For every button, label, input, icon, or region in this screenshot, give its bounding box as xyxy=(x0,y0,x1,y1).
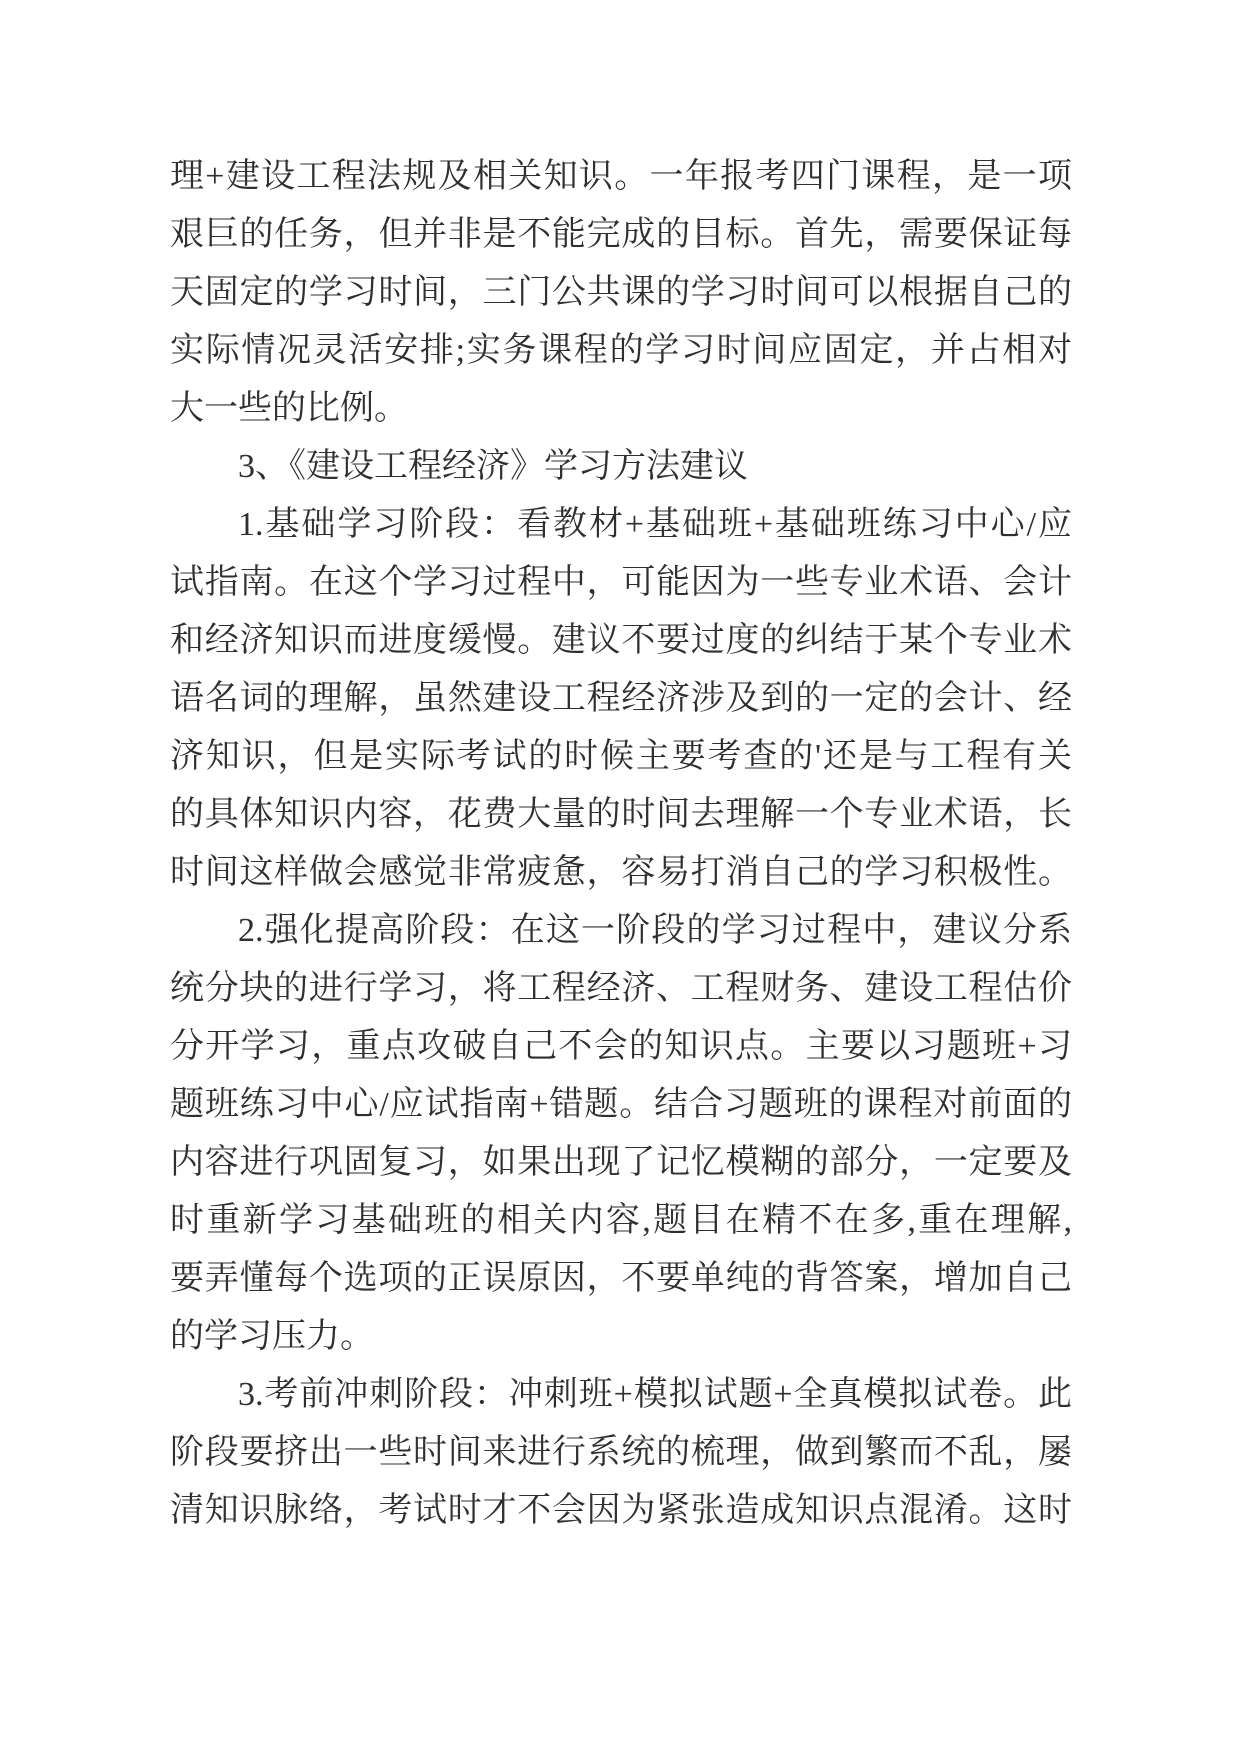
text-line: 语名词的理解，虽然建设工程经济涉及到的一定的会计、经 xyxy=(170,680,1072,717)
text-line: 3、《建设工程经济》学习方法建议 xyxy=(238,448,748,485)
text-line: 大一些的比例。 xyxy=(170,390,408,427)
text-line: 题班练习中心/应试指南+错题。结合习题班的课程对前面的 xyxy=(170,1086,1072,1123)
text-line: 阶段要挤出一些时间来进行系统的梳理，做到繁而不乱，屡 xyxy=(170,1434,1072,1471)
text-line: 济知识，但是实际考试的时候主要考查的'还是与工程有关 xyxy=(170,738,1072,775)
text-line: 3.考前冲刺阶段：冲刺班+模拟试题+全真模拟试卷。此 xyxy=(238,1376,1072,1413)
text-line: 的具体知识内容，花费大量的时间去理解一个专业术语，长 xyxy=(170,796,1072,833)
text-line: 艰巨的任务，但并非是不能完成的目标。首先，需要保证每 xyxy=(170,216,1072,253)
text-line: 清知识脉络，考试时才不会因为紧张造成知识点混淆。这时 xyxy=(170,1492,1072,1529)
text-line: 1.基础学习阶段：看教材+基础班+基础班练习中心/应 xyxy=(238,506,1072,543)
text-line: 试指南。在这个学习过程中，可能因为一些专业术语、会计 xyxy=(170,564,1072,601)
text-line: 时重新学习基础班的相关内容,题目在精不在多,重在理解, xyxy=(170,1202,1072,1239)
text-line: 内容进行巩固复习，如果出现了记忆模糊的部分，一定要及 xyxy=(170,1144,1072,1181)
text-line: 理+建设工程法规及相关知识。一年报考四门课程，是一项 xyxy=(170,158,1072,195)
text-line: 统分块的进行学习，将工程经济、工程财务、建设工程估价 xyxy=(170,970,1072,1007)
document-text xyxy=(170,148,1072,1540)
text-line: 分开学习，重点攻破自己不会的知识点。主要以习题班+习 xyxy=(170,1028,1072,1065)
text-line: 要弄懂每个选项的正误原因，不要单纯的背答案，增加自己 xyxy=(170,1260,1072,1297)
text-line: 天固定的学习时间，三门公共课的学习时间可以根据自己的 xyxy=(170,274,1072,311)
text-line: 和经济知识而进度缓慢。建议不要过度的纠结于某个专业术 xyxy=(170,622,1072,659)
text-line: 实际情况灵活安排;实务课程的学习时间应固定，并占相对 xyxy=(170,332,1072,369)
text-line: 时间这样做会感觉非常疲惫，容易打消自己的学习积极性。 xyxy=(170,854,1072,891)
text-line: 的学习压力。 xyxy=(170,1318,374,1355)
text-line: 2.强化提高阶段：在这一阶段的学习过程中，建议分系 xyxy=(238,912,1072,949)
